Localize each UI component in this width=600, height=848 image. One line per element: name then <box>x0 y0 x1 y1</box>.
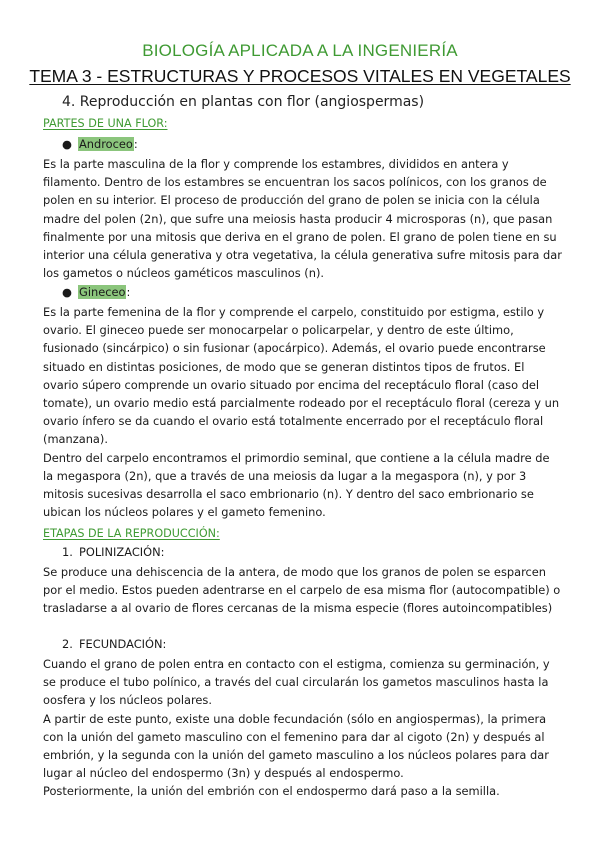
gineceo-colon: : <box>126 285 131 299</box>
polinizacion-paragraph <box>43 563 563 618</box>
polinizacion-item <box>62 545 164 559</box>
gineceo-text-2: Dentro del carpelo encontramos el primordio seminal, que contiene a la célula madre de la megaspora (2n), que a través de una meiosis da lugar a la megaspora (n), y por 3 mitosis sucesivas desarrolla el saco embrionario (n). Y dentro del saco embrionario se ubican los núcleos polares y el gameto femenino. <box>43 450 550 520</box>
fecundacion-title: FECUNDACIÓN: <box>79 637 167 651</box>
parts-heading: PARTES DE UNA FLOR: <box>43 117 168 130</box>
gineceo-text: Es la parte femenina de la flor y comprende el carpelo, constituido por estigma, estilo y ovario. El gineceo puede ser monocarpelar o policarpelar, y dentro de este último, fusionado (sincárpico) o sin fusionar (apocárpico). Además, el ovario puede encontrarse situado en distintas posiciones, de modo que se generan distintos tipos de frutos. El ovario súpero comprende un ovario situado por encima del receptáculo floral (caso del tomate), un ovario medio está parcialmente rodeado por el receptáculo floral (cereza y un ovario ínfero se da cuando el ovario está totalmente encerrado por el receptáculo floral (manzana). <box>43 305 560 447</box>
section-subtitle: 4. Reproducción en plantas con flor (angiospermas) <box>62 94 425 110</box>
fecundacion-paragraph <box>43 655 563 801</box>
androceo-text: Es la parte masculina de la flor y comprende los estambres, divididos en antera y filamento. Dentro de los estambres se encuentran los sacos polínicos, con los granos de polen en su interior. El proceso de producción del grano de polen se inicia con la célula madre del polen (2n), que sufre una meiosis hasta producir 4 microsporas (n), que pasan finalmente por una mitosis que deriva en el grano de polen. El grano de polen tiene en su interior una célula generativa y otra vegetativa, la célula generativa sufre mitosis para dar los gametos o núcleos gaméticos masculinos (n). <box>43 157 562 281</box>
course-title: BIOLOGÍA APLICADA A LA INGENIERÍA <box>142 41 458 60</box>
androceo-bullet-item <box>62 137 138 151</box>
fecundacion-text-3: Posteriormente, la unión del embrión con el endospermo dará paso a la semilla. <box>43 784 500 799</box>
bullet-icon: ● <box>62 137 72 151</box>
gineceo-label: Gineceo <box>79 285 126 299</box>
gineceo-bullet-item <box>62 285 130 299</box>
gineceo-paragraph <box>43 303 563 521</box>
androceo-paragraph <box>43 155 563 282</box>
fecundacion-text: Cuando el grano de polen entra en contacto con el estigma, comienza su germinación, y se produce el tubo polínico, a través del cual circularán los gametos masculinos hasta la oosfera y los núcleos polares. <box>43 657 550 708</box>
polinizacion-text: Se produce una dehiscencia de la antera, de modo que los granos de polen se esparcen por el medio. Estos pueden adentrarse en el carpelo de esa misma flor (autocompatible) o trasladarse a al ovario de flores cercanas de la misma especie (flores autoincompatibles) <box>43 565 561 616</box>
list-number: 2. <box>62 637 73 651</box>
polinizacion-title: POLINIZACIÓN: <box>79 545 165 559</box>
topic-title: TEMA 3 - ESTRUCTURAS Y PROCESOS VITALES EN VEGETALES <box>29 66 571 86</box>
list-number: 1. <box>62 545 73 559</box>
fecundacion-item <box>62 637 166 651</box>
bullet-icon: ● <box>62 285 72 299</box>
stages-heading: ETAPAS DE LA REPRODUCCIÓN: <box>43 527 220 540</box>
fecundacion-text-2: A partir de este punto, existe una doble fecundación (sólo en angiospermas), la primera con la unión del gameto masculino con el femenino para dar al cigoto (2n) y después al embrión, y la segunda con la unión del gameto masculino a los núcleos polares para dar lugar al núcleo del endospermo (3n) y después al endospermo. <box>43 711 549 781</box>
androceo-label: Androceo <box>79 137 133 151</box>
androceo-colon: : <box>133 137 138 151</box>
